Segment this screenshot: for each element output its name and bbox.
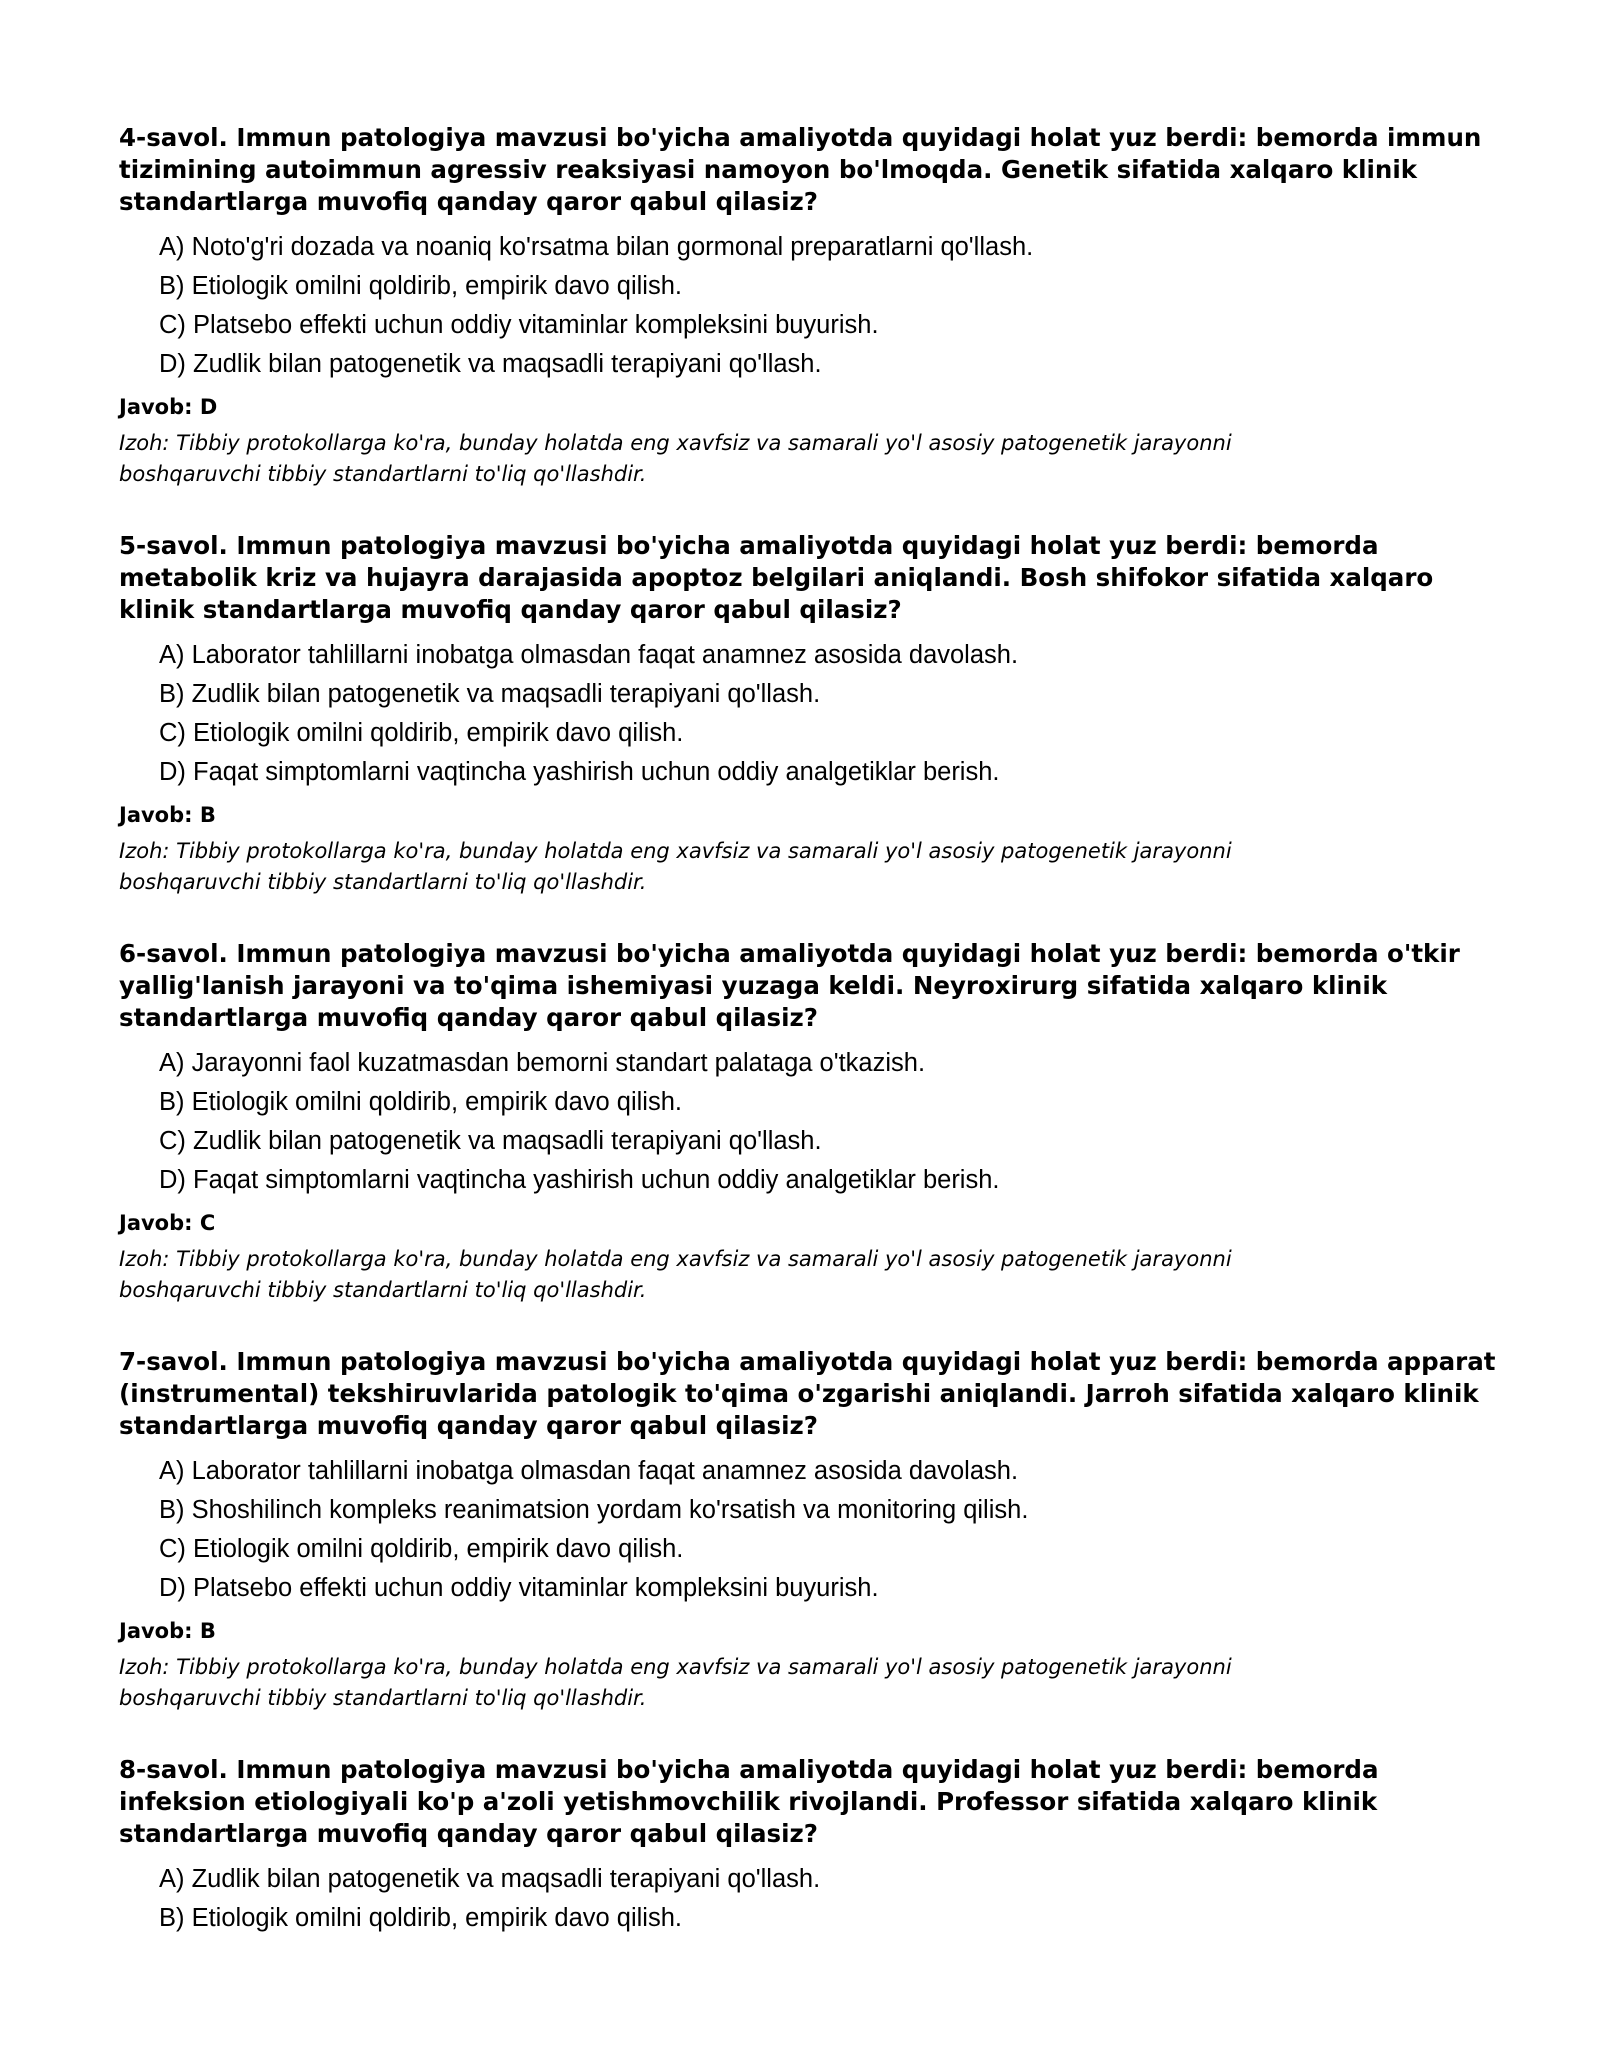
option-b: B) Etiologik omilni qoldirib, empirik davo qilish. <box>159 1088 682 1116</box>
option-d: D) Faqat simptomlarni vaqtincha yashirish uchun oddiy analgetiklar berish. <box>159 758 1000 786</box>
answer-label: Javob: D <box>119 395 218 419</box>
option-d: D) Platsebo effekti uchun oddiy vitaminlar kompleksini buyurish. <box>159 1574 879 1602</box>
option-b: B) Zudlik bilan patogenetik va maqsadli terapiyani qo'llash. <box>159 680 821 708</box>
question-text: 4-savol. Immun patologiya mavzusi bo'yicha amaliyotda quyidagi holat yuz berdi: bemorda immun tizimining autoimmun agressiv reaksiyasi namoyon bo'lmoqda. Genetik sifatida xalqaro klinik standartlarga muvofiq qanday qaror qabul qilasiz? <box>119 123 1482 216</box>
question-text: 6-savol. Immun patologiya mavzusi bo'yicha amaliyotda quyidagi holat yuz berdi: bemorda o'tkir yallig'lanish jarayoni va to'qima ishemiyasi yuzaga keldi. Neyroxirurg sifatida xalqaro klinik standartlarga muvofiq qanday qaror qabul qilasiz? <box>119 939 1460 1032</box>
explanation-note: Izoh: Tibbiy protokollarga ko'ra, bunday holatda eng xavfsiz va samarali yo'l asosiy patogenetik jarayonni boshqaruvchi tibbiy standartlarni to'liq qo'llashdir. <box>119 839 1232 894</box>
answer-label: Javob: B <box>119 1619 216 1643</box>
options-list <box>119 1452 1499 1608</box>
answer-label: Javob: C <box>119 1211 216 1235</box>
option-a: A) Noto'g'ri dozada va noaniq ko'rsatma bilan gormonal preparatlarni qo'llash. <box>159 233 1034 261</box>
option-c: C) Platsebo effekti uchun oddiy vitaminlar kompleksini buyurish. <box>159 311 879 339</box>
option-a: A) Jarayonni faol kuzatmasdan bemorni standart palataga o'tkazish. <box>159 1049 926 1077</box>
option-c: C) Zudlik bilan patogenetik va maqsadli terapiyani qo'llash. <box>159 1127 822 1155</box>
question-text: 5-savol. Immun patologiya mavzusi bo'yicha amaliyotda quyidagi holat yuz berdi: bemorda metabolik kriz va hujayra darajasida apoptoz belgilari aniqlandi. Bosh shifokor sifatida xalqaro klinik standartlarga muvofiq qanday qaror qabul qilasiz? <box>119 531 1434 624</box>
explanation-note: Izoh: Tibbiy protokollarga ko'ra, bunday holatda eng xavfsiz va samarali yo'l asosiy patogenetik jarayonni boshqaruvchi tibbiy standartlarni to'liq qo'llashdir. <box>119 1247 1232 1302</box>
option-b: B) Etiologik omilni qoldirib, empirik davo qilish. <box>159 272 682 300</box>
explanation-note: Izoh: Tibbiy protokollarga ko'ra, bunday holatda eng xavfsiz va samarali yo'l asosiy patogenetik jarayonni boshqaruvchi tibbiy standartlarni to'liq qo'llashdir. <box>119 431 1232 486</box>
document-page <box>119 122 1499 1978</box>
question-block-6 <box>119 938 1499 1306</box>
option-d: D) Faqat simptomlarni vaqtincha yashirish uchun oddiy analgetiklar berish. <box>159 1166 1000 1194</box>
question-block-8 <box>119 1754 1499 1938</box>
answer-label: Javob: B <box>119 803 216 827</box>
options-list <box>119 1860 1499 1938</box>
option-b: B) Etiologik omilni qoldirib, empirik davo qilish. <box>159 1904 682 1932</box>
option-a: A) Laborator tahlillarni inobatga olmasdan faqat anamnez asosida davolash. <box>159 1457 1019 1485</box>
question-text: 8-savol. Immun patologiya mavzusi bo'yicha amaliyotda quyidagi holat yuz berdi: bemorda infeksion etiologiyali ko'p a'zoli yetishmovchilik rivojlandi. Professor sifatida xalqaro klinik standartlarga muvofiq qanday qaror qabul qilasiz? <box>119 1755 1379 1848</box>
question-text: 7-savol. Immun patologiya mavzusi bo'yicha amaliyotda quyidagi holat yuz berdi: bemorda apparat (instrumental) tekshiruvlarida patologik to'qima o'zgarishi aniqlandi. Jarroh sifatida xalqaro klinik standartlarga muvofiq qanday qaror qabul qilasiz? <box>119 1347 1496 1440</box>
option-c: C) Etiologik omilni qoldirib, empirik davo qilish. <box>159 719 684 747</box>
option-b: B) Shoshilinch kompleks reanimatsion yordam ko'rsatish va monitoring qilish. <box>159 1496 1029 1524</box>
question-block-4 <box>119 122 1499 490</box>
option-a: A) Laborator tahlillarni inobatga olmasdan faqat anamnez asosida davolash. <box>159 641 1019 669</box>
options-list <box>119 636 1499 792</box>
option-d: D) Zudlik bilan patogenetik va maqsadli terapiyani qo'llash. <box>159 350 822 378</box>
question-block-5 <box>119 530 1499 898</box>
option-a: A) Zudlik bilan patogenetik va maqsadli terapiyani qo'llash. <box>159 1865 821 1893</box>
options-list <box>119 1044 1499 1200</box>
option-c: C) Etiologik omilni qoldirib, empirik davo qilish. <box>159 1535 684 1563</box>
question-block-7 <box>119 1346 1499 1714</box>
explanation-note: Izoh: Tibbiy protokollarga ko'ra, bunday holatda eng xavfsiz va samarali yo'l asosiy patogenetik jarayonni boshqaruvchi tibbiy standartlarni to'liq qo'llashdir. <box>119 1655 1232 1710</box>
options-list <box>119 228 1499 384</box>
